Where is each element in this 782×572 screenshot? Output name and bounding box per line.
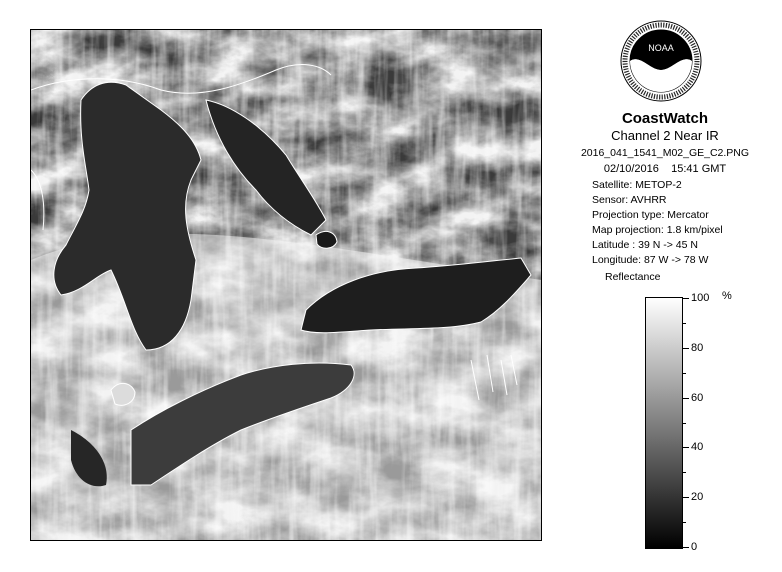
satellite-image xyxy=(30,29,542,541)
satellite-label: Satellite: METOP-2 xyxy=(592,179,682,191)
legend-tick-label: 60 xyxy=(691,391,704,404)
legend-minor-tick xyxy=(683,323,686,324)
longitude-label: Longitude: 87 W -> 78 W xyxy=(592,254,709,266)
projection-type-label: Projection type: Mercator xyxy=(592,209,709,221)
legend-tick-mark xyxy=(683,497,689,498)
legend-tick-label: 80 xyxy=(691,341,704,354)
legend-tick-mark xyxy=(683,398,689,399)
legend-minor-tick xyxy=(683,373,686,374)
legend-minor-tick xyxy=(683,522,686,523)
legend-tick-label: 100 xyxy=(691,292,710,304)
channel-label: Channel 2 Near IR xyxy=(611,128,719,143)
legend-tick-label: 0 xyxy=(691,541,698,553)
satellite-image-canvas xyxy=(31,30,541,540)
legend-tick-label: 40 xyxy=(691,441,704,454)
legend-tick-mark xyxy=(683,298,689,299)
lake-simcoe xyxy=(316,231,337,248)
brand-title: CoastWatch xyxy=(621,110,709,127)
legend-tick-mark xyxy=(683,547,689,548)
legend-minor-tick xyxy=(683,472,686,473)
legend-tick-mark xyxy=(683,348,689,349)
legend-tick-mark xyxy=(683,447,689,448)
sensor-label: Sensor: AVHRR xyxy=(592,194,667,206)
legend-title: Reflectance xyxy=(605,271,661,283)
reflectance-colorbar xyxy=(645,297,683,549)
noaa-logo-text: NOAA xyxy=(648,43,674,53)
date-time: 02/10/2016 15:41 GMT xyxy=(603,163,727,175)
legend-unit: % xyxy=(722,290,732,302)
map-projection-label: Map projection: 1.8 km/pixel xyxy=(592,224,723,236)
file-name: 2016_041_1541_M02_GE_C2.PNG xyxy=(580,147,750,159)
latitude-label: Latitude : 39 N -> 45 N xyxy=(592,239,698,251)
noaa-logo-icon xyxy=(620,20,702,102)
legend-tick-label: 20 xyxy=(691,491,704,504)
legend-minor-tick xyxy=(683,423,686,424)
